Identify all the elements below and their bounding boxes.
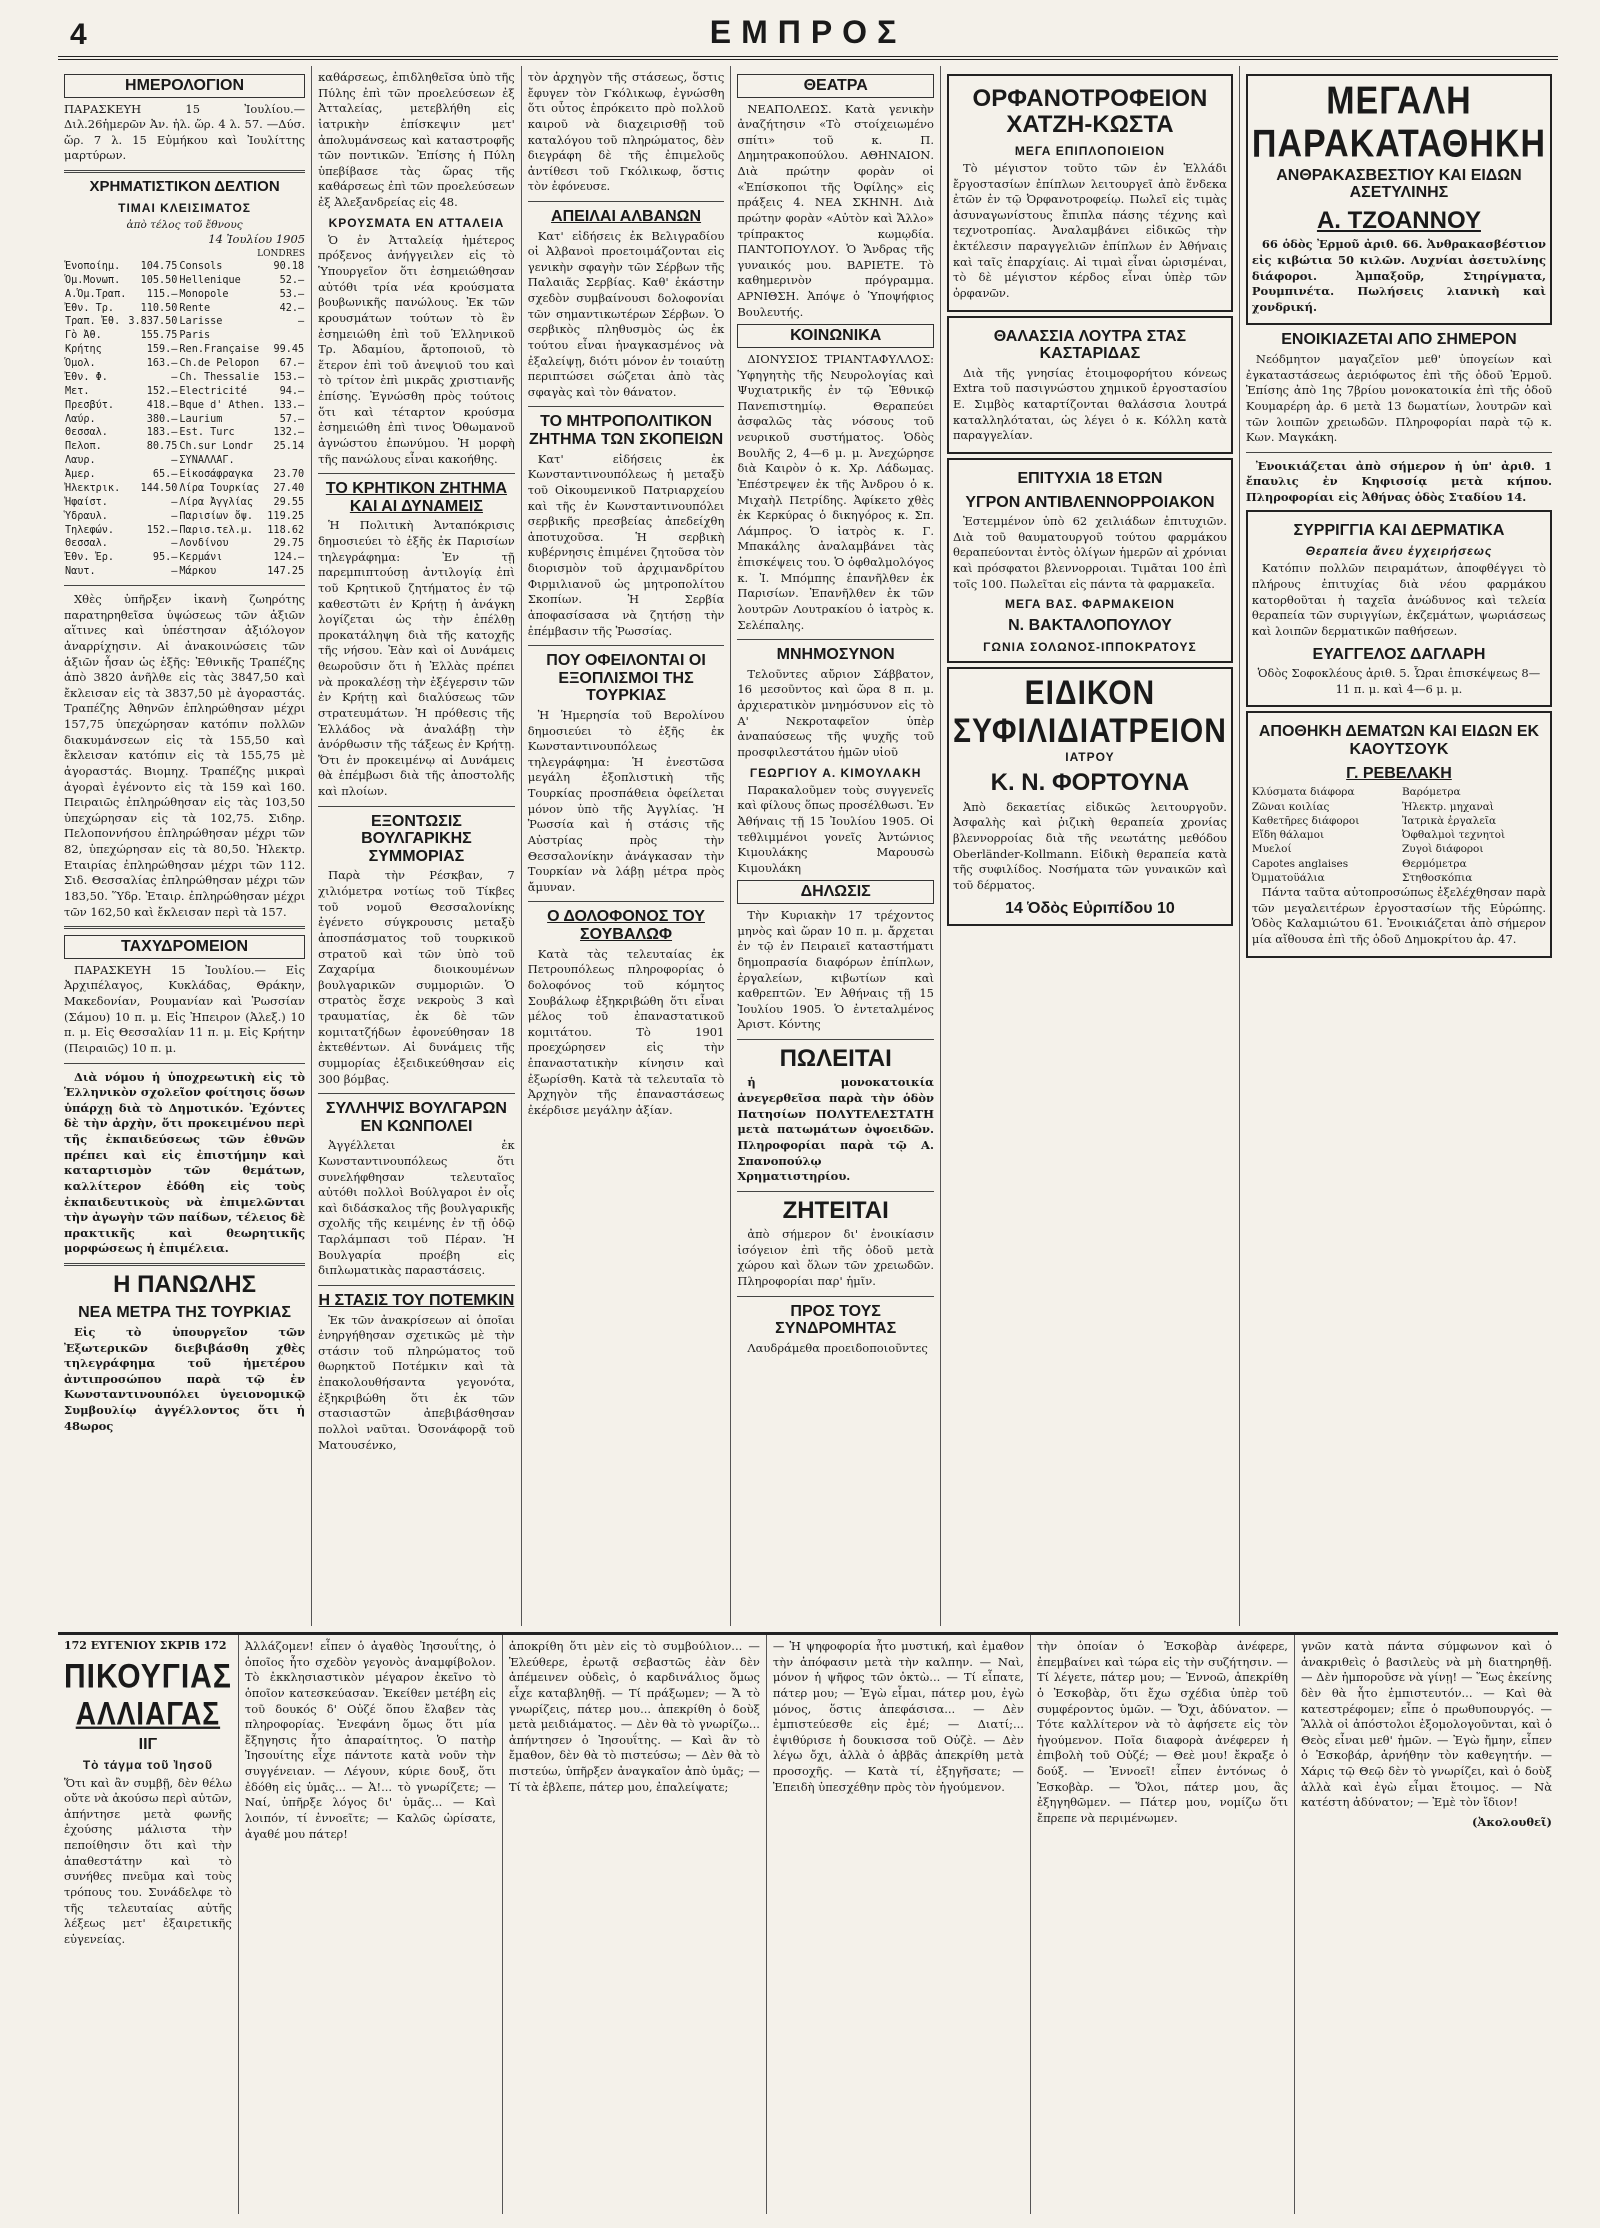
- divider: [64, 585, 305, 586]
- quote-cell: Μετ.: [65, 385, 90, 397]
- education-text: Διὰ νόμου ἡ ὑποχρεωτικὴ εἰς τὸ Ἑλληνικὸν σχολεῖον φοίτησις ὅσων ὑπάρχῃ διὰ τὸ Δημοτικόν. Ἐχόντες δὲ τὴν ἀρχὴν, ὅτι προκειμένου περὶ τῆς ἐκπαιδεύσεως τῶν ἐθνῶν πρέπει καὶ εἰς ἐπιστήμην καὶ καταρτισμὸν τῶν θεμάτων, καλλίτερον ἐδόθη εἰς τοὺς ἐκπαιδευτικοὺς νὰ ἐπιμελῶνται τὴν ἀγωγὴν τῶν παίδων, τέλειος δὲ πρακτικῆς καὶ θεωρητικῆς μορφώσεως ἡ ἐπιμέλεια.: [64, 1069, 306, 1256]
- quote-row: [64, 524, 305, 538]
- quote-cell: 153.—: [273, 371, 305, 383]
- crete-heading: ΤΟ ΚΡΗΤΙΚΟΝ ΖΗΤΗΜΑ ΚΑΙ ΑΙ ΔΥΝΑΜΕΙΣ: [325, 480, 508, 515]
- quote-cell: —: [171, 455, 178, 467]
- attalia-heading: ΚΡΟΥΣΜΑΤΑ ΕΝ ΑΤΤΑΛΕΙΑ: [328, 215, 505, 230]
- warehouse-owner: Α. ΤΖΟΑΝΝΟΥ: [1316, 206, 1481, 234]
- rubber-text: Πάντα ταῦτα αὐτοπροσώπως ἐξελέχθησαν παρὰ τῶν μεγαλειτέρων ἐργοστασίων τῆς Εὐρώπης. Ὁδὸς Καλαμιώτου 61. Ἐνοικιάζεται ἀπὸ σήμερον μία αἴθουσα ἐπὶ τῆς ὁδοῦ Δημοκρίτου ἀρ. 47.: [1251, 885, 1546, 946]
- theatre-text: ΝΕΑΠΟΛΕΩΣ. Κατὰ γενικὴν ἀναζήτησιν «Τὸ στοίχειωμένο σπίτι» τοῦ κ. Π. Δημητρακοπούλου. ΑΘΗΝΑΙΟΝ. Διὰ πρώτην φορὰν οἱ «Ἐπίσκοποι τῆς Ὀφίλης» εἰς πράξεις 4. ΝΕΑ ΣΚΗΝΗ. Διὰ πρώτην φορὰν «Αὐτὸν καὶ Ἄλλο» τρίπρακτος κωμῳδία. ΠΑΝΤΟΠΟΥΛΟΥ. Ὁ Ἄνδρας τῆς γυναικός μου. ΒΑΡΙΕΤΕ. Τὸ καθημερινὸν πρόγραμμα. ΑΡΝΙΘΣΗ. Ἀπόψε ὁ Ὑποψήφιος Βουλευτής.: [737, 101, 934, 319]
- post-text: ΠΑΡΑΣΚΕΥΗ 15 Ἰουλίου.— Εἰς Ἀρχιπέλαγος, Κυκλάδας, Θράκην, Μακεδονίαν, Ρουμανίαν καὶ Ῥωσσίαν (Σάμου) 10 π. μ. Εἰς Ἠπειρον (Ἀλεξ.) 10 π. μ. Εἰς Θεσσαλίαν 11 π. μ. Εἰς Κρήτην (Πειραιῶς) 10 π. μ.: [64, 962, 306, 1055]
- orphanage-heading: ΟΡΦΑΝΟΤΡΟΦΕΙΟΝ ΧΑΤΖΗ-ΚΩΣΤΑ: [972, 85, 1208, 139]
- rubber-item: Ἰατρικὰ ἐργαλεῖα: [1401, 814, 1497, 827]
- rubber-items-list: [1252, 785, 1546, 885]
- warehouse-subheading: ΑΝΘΡΑΚΑΣΒΕΣΤΙΟΥ ΚΑΙ ΕΙΔΩΝ ΑΣΕΤΥΛΙΝΗΣ: [1276, 166, 1522, 202]
- divider: [737, 639, 934, 640]
- quote-cell: Α.Ὁμ.Τραπ.: [65, 288, 127, 300]
- quote-cell: Παρισ.τελ.μ.: [179, 524, 254, 536]
- newspaper-page: [58, 14, 1558, 2214]
- clinic-address: 14 Ὁδὸς Εὐριπίδου 10: [1005, 899, 1175, 917]
- serial-column-1: [58, 1635, 239, 2214]
- column-4: [731, 66, 941, 1626]
- memorial-heading: ΜΝΗΜΟΣΥΝΟΝ: [776, 646, 895, 664]
- quote-cell: Θεσσαλ.: [65, 427, 108, 439]
- quote-cell: Εἰκοσάφραγκα: [179, 469, 254, 481]
- rubber-item: Ὀμματοϋάλια: [1251, 871, 1325, 884]
- serial-continued: (Ἀκολουθεῖ): [1471, 1814, 1552, 1829]
- page-number: 4: [70, 18, 87, 51]
- divider: [318, 1285, 515, 1286]
- column-2: [312, 66, 522, 1626]
- cure-heading: ΕΠΙΤΥΧΙΑ 18 ΕΤΩΝ: [1017, 469, 1163, 487]
- market-date: 14 Ἰουλίου 1905: [208, 232, 306, 247]
- market-heading: ΧΡΗΜΑΤΙΣΤΙΚΟΝ ΔΕΛΤΙΟΝ: [89, 178, 280, 196]
- surgery-subheading: Θεραπεία ἄνευ ἐγχειρήσεως: [1305, 544, 1493, 559]
- rubber-ad: [1246, 711, 1552, 957]
- plague-text: Εἰς τὸ ὑπουργεῖον τῶν Ἐξωτερικῶν διεβιβάσθη χθὲς τηλεγράφημα τοῦ ἡμετέρου ἀντιπροσώπου παρὰ τῷ ἐν Κωνσταντινουπόλει ὑγειονομικῷ Συμβουλίῳ ἀγγέλλοντος ὅτι ἡ 48ωρος: [64, 1324, 306, 1433]
- quote-cell: Κερμάνι: [179, 552, 223, 564]
- quote-row: [64, 510, 305, 524]
- clinic-ad: [947, 667, 1233, 926]
- quote-cell: 42.—: [279, 302, 305, 314]
- divider: [318, 473, 515, 474]
- wanted-text: ἀπὸ σήμερον δι' ἐνοικίασιν ἰσόγειον ἐπὶ τῆς ὁδοῦ μετὰ χώρου καὶ ὅλων τῶν χρειωδῶν. Πληροφορίαι παρ' ἡμῖν.: [737, 1227, 934, 1289]
- quote-cell: Λονδίνου: [179, 538, 229, 550]
- divider: [318, 806, 515, 807]
- quote-cell: 67.—: [279, 358, 305, 370]
- quote-cell: Λαυρ.: [65, 455, 96, 467]
- wanted-heading: ΖΗΤΕΙΤΑΙ: [782, 1196, 889, 1224]
- cure-text: Ἐστεμμένον ὑπὸ 62 χειλιάδων ἐπιτυχιῶν. Διὰ τοῦ θαυματουργοῦ τούτου φαρμάκου θεραπεύονται ἐντὸς ὀλίγων ἡμερῶν αἱ χρόνιαι καὶ πρόσφατοι βλεννορροιαι. Τιμᾶται 100 ἐπὶ τοῖς 100. Πωλεῖται εἰς πάντα τὰ φαρμακεῖα.: [952, 514, 1227, 591]
- plague-subheading: ΝΕΑ ΜΕΤΡΑ ΤΗΣ ΤΟΥΡΚΙΑΣ: [78, 1304, 291, 1322]
- quote-row: [64, 565, 305, 579]
- column-5: [941, 66, 1240, 1626]
- quote-cell: Ναυτ.: [65, 566, 96, 578]
- quote-cell: Πελοπ.: [65, 441, 102, 453]
- quote-cell: Ὑδραυλ.: [65, 510, 108, 522]
- attalia-text: Ὁ ἐν Ἀτταλείᾳ ἡμέτερος πρόξενος ἀνήγγειλεν εἰς τὸ Ὑπουργεῖον ὅτι ἐσημειώθησαν αὐτόθι τρία νέα κρούσματα βουβωνικῆς πανώλους. Ἐκ τῶν κρουσμάτων τούτων τὸ ἓν ἐσημειώθη ἐπὶ τοῦ Ἑλληνικοῦ Τρ. Ἀδαμίου, ἄρτοποιοῦ, τὸ ἕτερον ἐπὶ τοῦ ἀνεψιοῦ του καὶ τὸ τρίτον ἐπὶ μικρᾶς χριστιανῆς ἐπίσης. Ἐγνώσθη πρὸς τούτοις ὅτι καὶ τέταρτον κρούσμα ἐσημειώθη ἐπὶ τινος Ὀθωμανοῦ ἀγνώστου ἐπωνύμου. Ἡ μορφὴ τῆς πανώλους εἶναι κακοήθης.: [318, 232, 515, 466]
- quote-cell: Λαύρ.: [65, 413, 96, 425]
- quote-row: [64, 551, 305, 565]
- society-heading: ΚΟΙΝΩΝΙΚΑ: [737, 324, 934, 348]
- quote-row: [64, 274, 305, 288]
- arrest-heading: ΣΥΛΛΗΨΙΣ ΒΟΥΛΓΑΡΩΝ ΕΝ ΚΩΝΠΟΛΕΙ: [325, 1100, 507, 1135]
- rubber-item: Ἠλεκτρ. μηχαναὶ: [1401, 800, 1494, 813]
- warehouse-ad: [1246, 74, 1552, 325]
- divider: [64, 170, 305, 173]
- surgery-heading: ΣΥΡΡΙΓΓΙΑ ΚΑΙ ΔΕΡΜΑΤΙΚΑ: [1293, 521, 1505, 539]
- serial-column-3: [503, 1635, 767, 2214]
- quote-cell: Θεσσαλ.: [65, 538, 108, 550]
- baths-ad: [947, 316, 1233, 454]
- baths-heading: ΘΑΛΑΣΣΙΑ ΛΟΥΤΡΑ ΣΤΑΣ ΚΑΣΤΑΡΙΔΑΣ: [993, 327, 1187, 363]
- serial-section: [58, 1632, 1558, 2214]
- surgery-doctor: ΕΥΑΓΓΕΛΟΣ ΔΑΓΛΑΡΗ: [1312, 645, 1486, 663]
- rubber-item: Καθετῆρες διάφοροι: [1251, 814, 1360, 827]
- market-notes: Χθὲς ὑπῆρξεν ἱκανὴ ζωηρότης παρατηρηθεῖσα ὑψώσεως τῶν ἀξιῶν αἵτινες καὶ ὑπέστησαν ἀξιόλογον ἀναρρίχησιν. Αἱ ἀνακοινώσεις τῶν ἀξιῶν ἦσαν ὡς ἑξῆς: Ἐθνικῆς Τραπέζης ἀπὸ 3820 ἀνῆλθε εἰς τὰς 3847,50 καὶ ἔκλεισαν εἰς τὰ 3837,50 μὲ ἀγοραστάς. Τραπέζης Ἀθηνῶν ἐπληρώθησαν μέχρι 157,75 ὑπεχώρησαν κατόπιν πολλῶν διακυμάνσεων εἰς τὰ 155,50 καὶ ἔκλεισαν κατόπιν εἰς τὰ 155,75 μὲ ἀγοραστάς. Βιομηχ. Τραπέζης μικραὶ ἀγοραὶ ἐγένοντο εἰς τὰ 159 καὶ 160. Πειραιῶς ἐπληρώθησαν εἰς τὰς 103,50 ὑπεχώρησαν εἰς τὰ 102,75. Σιδηρ. Πελοποννήσου ἐπληρώθησαν μέχρι τῶν 82, ὑπεχώρησαν εἰς τὰ 80,50. Ἠλεκτρ. Εταιρίας ἐπληρώθησαν μέχρι τῶν 112. Σιδ. Θεσσαλίας ἐπληρώθησαν μέχρι τῶν 183,50. Ὕδρ. Ἐταιρ. ἐπληρώθησαν μέχρι τῶν 162,50 καὶ ἔκλεισαν περὶ τὰ 157.: [64, 592, 306, 919]
- quote-cell: Bque d' Athen.: [179, 399, 266, 411]
- quote-cell: 152.—: [146, 385, 178, 397]
- turkey-arms-heading: ΠΟΥ ΟΦΕΙΛΟΝΤΑΙ ΟΙ ΕΞΟΠΛΙΣΜΟΙ ΤΗΣ ΤΟΥΡΚΙΑΣ: [546, 652, 706, 705]
- quote-cell: Ἠλεκτρικ.: [65, 482, 121, 494]
- murder-text: Κατὰ τὰς τελευταίας ἐκ Πετρουπόλεως πληροφορίας ὁ δολοφόνος τοῦ κόμητος Σουβάλωφ ἐξηκριβώθη ὅτι εἶναι μέλος τοῦ ἐπαναστατικοῦ κομιτάτου. Τὸ 1901 προεχώρησεν εἰς τὴν ἐπαναστατικὴν κίνησιν καὶ ἐξωρίσθη. Κατὰ τὰ τελευταῖα τὸ Ἀρχηγὸν τῆς ἐπαναστάσεως ἐκέρδισε μεγάλην ἀξίαν.: [527, 946, 725, 1117]
- memorial-text: Τελοῦντες αὔριον Σάββατον, 16 μεσοῦντος καὶ ὥρα 8 π. μ. ἀρχιερατικὸν μνημόσυνον εἰς τὸ Α' Νεκροταφεῖον ὑπὲρ ἀναπαύσεως τῆς ψυχῆς τοῦ προσφιλεστάτου ἡμῶν υἱοῦ: [737, 666, 934, 759]
- divider: [528, 201, 725, 202]
- quote-cell: 155.75: [140, 330, 178, 342]
- divider: [64, 1063, 305, 1064]
- subscribers-text: Λαυδράμεθα προειδοποιοῦντες: [747, 1340, 928, 1355]
- surgery-address: Ὁδὸς Σοφοκλέους ἀριθ. 5. Ὧραι ἐπισκέψεως 8—11 π. μ. καὶ 4—6 μ. μ.: [1257, 666, 1541, 696]
- clinic-doctor-name: Κ. Ν. ΦΟΡΤΟΥΝΑ: [990, 769, 1190, 797]
- society-text: ΔΙΟΝΥΣΙΟΣ ΤΡΙΑΝΤΑΦΥΛΛΟΣ: Ὑφηγητὴς τῆς Νευρολογίας καὶ Ψυχιατρικῆς ἐν τῷ Ἐθνικῷ Πανεπιστημίῳ. Θεραπεύει ἀσφαλῶς τὰς νόσους τοῦ νευρικοῦ συστήματος. Ὁδὸς Βουλῆς 2, 4—6 μ. μ. Ἀνεχώρησε διὰ Καιρὸν ὁ κ. Χρ. Λάδωμας. Ἐπέστρεψεν ἐκ τῆς Ἀνδρου ὁ κ. Μιχαὴλ Πετρίδης. Ἀφίκετο χθὲς ἐκ Κερκύρας ὁ δικηγόρος κ. Σπ. Λάμπρος. Ὁ ἰατρὸς κ. Γ. Μπακάλης ἀναλαμβάνει τὰς ἐπισκέψεις του. Ὁ ὀφθαλμολόγος κ. Ἰ. Μπόμπης ἐπανῆλθεν ἐκ Παρισίων. Ἐπανῆλθεν ἐκ τῶν λουτρῶν Λουτρακίου ὁ ἰατρὸς κ. Σελέπαλης.: [737, 351, 934, 632]
- serial-text: — Ἡ ψηφοφορία ἦτο μυστική, καὶ ἐμαθον τὴν ἀπόφασιν μετὰ τὴν καλπην. — Ναὶ, μόνον ἡ ψῆφος τῶν ὀκτὼ... — Τί εἶπατε, πάτερ μου; — Ἐγὼ εἶμαι, πάτερ μου, ἐγὼ μόνος, ὅστις ἀπεφάσισα... — Δὲν ἐμπιστεύεσθε εἰς ἐμέ; — Διατί;... ἐψιθύρισε ἡ δουκισσα τοῦ Οὐζὲ. — Δὲν λέγω ὄχι, ἀλλὰ ὁ ἀββᾶς ἀπεκρίθη μετὰ προσοχῆς. — Κατὰ τί, ἐξηγῆσατε; — Ἐπειδὴ ὑπεσχέθην πρὸς τὸν ἡγούμενον.: [772, 1639, 1024, 1794]
- quote-cell: Ἡφαίστ.: [65, 496, 108, 508]
- quote-row: [64, 426, 305, 440]
- pharmacy-name: Ν. ΒΑΚΤΑΛΟΠΟΥΛΟΥ: [1008, 617, 1172, 635]
- quote-row: [64, 496, 305, 510]
- quote-row: [64, 454, 305, 468]
- quote-cell: 52.—: [279, 274, 305, 286]
- quote-row: [64, 371, 305, 385]
- quote-cell: 132.—: [273, 427, 305, 439]
- quote-cell: 94.—: [279, 385, 305, 397]
- rent-text: Νεόδμητον μαγαζεῖον μεθ' ὑπογείων καὶ ἐγκαταστάσεως ἀεριόφωτος ἐπὶ τῆς ὁδοῦ Ἑρμοῦ. Ἐπίσης ἀπὸ 1ης 7βρίου μονοκατοικία ἐπὶ τῆς ὁδοῦ Κουμαρέρη ἀρ. 6 μετὰ 13 δωματίων, λουτρῶν καὶ τῶν λοιπῶν χρειωδῶν. Πληροφορίαι παρὰ τῷ κ. Κων. Μαγκάκη.: [1245, 352, 1552, 445]
- quote-row: [64, 260, 305, 274]
- rubber-item: Βαρόμετρα: [1401, 786, 1461, 799]
- quote-cell: Ch.de Pelopon: [179, 358, 260, 370]
- serial-chapter: ΙΙΓ: [138, 1735, 158, 1753]
- subscribers-heading: ΠΡΟΣ ΤΟΥΣ ΣΥΝΔΡΟΜΗΤΑΣ: [775, 1302, 897, 1338]
- quote-cell: Laurium: [179, 413, 223, 425]
- clinic-text: Ἀπὸ δεκαετίας εἰδικῶς λειτουργοῦν. Ἀσφαλὴς καὶ ῥιζικὴ θεραπεία χρονίας βλεννορροίας διὰ τῆς νεωτάτης μεθόδου Oberländer-Kollmann. Εἰδικὴ θεραπεία κατὰ τῆς συφιλίδος. Νοσήματα τῶν γυναικῶν καὶ τοῦ δέρματος.: [952, 799, 1227, 892]
- murder-heading: Ο ΔΟΛΟΦΟΝΟΣ ΤΟΥ ΣΟΥΒΑΛΩΦ: [547, 908, 705, 944]
- quote-cell: Τραπ. Ἐθ.: [65, 316, 121, 328]
- bishops-heading: ΤΟ ΜΗΤΡΟΠΟΛΙΤΙΚΟΝ ΖΗΤΗΜΑ ΤΩΝ ΣΚΟΠΕΙΩΝ: [528, 413, 724, 449]
- divider: [528, 645, 725, 646]
- cure-ad: [947, 458, 1233, 663]
- serial-title-2: ΑΛΛΙΑΓΑΣ: [75, 1695, 221, 1732]
- clinic-subheading: ΙΑΤΡΟΥ: [1065, 750, 1115, 765]
- serial-title-1: ΠΙΚΟΥΓΙΑΣ: [64, 1657, 232, 1696]
- quote-cell: 29.55: [273, 496, 305, 508]
- quote-cell: 95.—: [152, 552, 178, 564]
- quote-cell: 152.—: [146, 524, 178, 536]
- crete-text: Ἡ Πολιτικὴ Ἀνταπόκρισις δημοσιεύει τὸ ἑξῆς ἐκ Παρισίων τηλεγράφημα: Ἐν τῇ παρεμπιπτούσῃ ἀντιλογίᾳ ἐπὶ τοῦ Κρητικοῦ ζητήματος ἐν τῷ καθεστῶτι ἐν Κρήτῃ ἡ ἀνάγκη λογίζεται ὡς τὴν ἐπέλθῃ προκατάληψη διὰ τῆς κατοχῆς τῆς νήσου. Ἐὰν καὶ οἱ Δυνάμεις θεωροῦσιν ὅτι ἡ Ἑλλὰς πρέπει νὰ προκαλέσῃ τὴν ἐξέγερσιν τῶν ἐν Κρήτῃ καὶ διαλύσεως τῶν στρατευμάτων. Ἡ πρόθεσις τῆς Ἑλλάδος νὰ ἀναλάβῃ τὴν ἀνόρθωσιν τῆς τάξεως ἐν Κρήτῃ. Ὅτι ἐν προκειμένῳ αἱ Δυνάμεις θὰ ἐπέμβωσι διὰ τῆς ἀποστολῆς καὶ πλοίων.: [318, 518, 515, 798]
- quote-cell: 27.40: [273, 482, 305, 494]
- serial-intro: Ὅτι καὶ ἂν συμβῇ, δὲν θέλω οὔτε νὰ ἀκούσω περὶ αὐτῶν, ἀπήντησε μετὰ φωνῆς ἐχούσης μάλιστα τὴν πεποίθησιν ὅτι καὶ τὴν ἀπαθεστάτην καὶ τὸ συνήθες πνεῦμα καὶ τοὺς τρόπους του. Συνάδελφε τὸ τῆς τελευταίας αὐτῆς λέξεως μετ' ἐξαιρετικῆς εὐγενείας.: [64, 1775, 232, 1946]
- rubber-item: Θερμόμετρα: [1401, 857, 1467, 870]
- rubber-item: Ζυγοὶ διάφοροι: [1401, 843, 1484, 856]
- divider: [737, 1296, 934, 1297]
- newspaper-title: ΕΜΠΡΟΣ: [709, 14, 907, 50]
- divider: [64, 1263, 305, 1266]
- quote-cell: Γὸ Ἀθ.: [65, 330, 102, 342]
- quote-cell: 418.—: [146, 399, 178, 411]
- quote-cell: 53.—: [279, 288, 305, 300]
- quote-cell: —: [297, 316, 305, 328]
- rent-heading: ΕΝΟΙΚΙΑΖΕΤΑΙ ΑΠΟ ΣΗΜΕΡΟΝ: [1281, 331, 1517, 349]
- serial-text: ἀποκρίθη ὅτι μὲν εἰς τὸ συμβούλιον... — Ἐλεύθερε, ἐρωτᾷ σεβαστῶς ἐὰν δὲν ἀπέμεινεν οὐδεὶς, ὁ καρδινάλιος ὅμως εἶχε καταβληθῇ. — Τί πράξωμεν; — Ἄ τὸ γνωρίζεις, πάτερ μου... ἀπεκρίθη ὁ δοὺξ μετὰ μειδιάματος. — Δὲν θὰ τὸ γνωρίζω... ἀπήντησεν ὁ Ἰησουΐτης. — Καὶ ἂν τὸ ἔμαθον, δὲν θὰ τὸ πιστεύσω; — Δὲν θὰ τὸ πιστεύω, ὑπῆρξεν ἀναγκαῖον ἀπὸ ὑμᾶς; — Τί τὰ ἐβλεπε, πάτερ μου, ἐπαλείψατε;: [508, 1639, 760, 1794]
- rubber-item: Ζῶναι κοιλίας: [1251, 800, 1330, 813]
- quote-cell: Monopole: [179, 288, 229, 300]
- albanians-text: Κατ' εἰδήσεις ἐκ Βελιγραδίου οἱ Ἀλβανοὶ προετοιμάζονται εἰς γενικὴν σφαγὴν τῶν Σέρβων τῆς Παλαιᾶς Σερβίας. Καθ' ἑκάστην σχεδὸν συμβαίνουσι δολοφονίαι τῶν σημαντικωτέρων Σέρβων. Ὁ σερβικὸς πληθυσμὸς ὡς ἐκ τούτου εἶναι ἠναγκασμένος νὰ ἐξαλείψῃ, διότι μόνον ἐν τοιαύτῃ περιπτώσει σώζεται ἀπὸ τὰς σφαγὰς καὶ τὸν θάνατον.: [527, 228, 725, 399]
- quote-row: [64, 329, 305, 343]
- quote-cell: 147.25: [267, 566, 305, 578]
- cure-subheading: ΥΓΡΟΝ ΑΝΤΙΒΛΕΝΝΟΡΡΟΙΑΚΟΝ: [965, 493, 1215, 511]
- serial-text: τὴν ὁποίαν ὁ Ἐσκοβὰρ ἀνέφερε, ἐπεμβαίνει καὶ τώρα εἰς τὴν συζήτησιν. — Τί λέγετε, πάτερ μου; — Ἐννοῶ, ἀπεκρίθη ὁ Ἐσκοβὰρ, ὅτι ἔχω σχέδια ὑπὲρ τοῦ συμφέροντος ὑμῶν. — Ὄχι, ἀδύνατον. — Τότε καλλίτερον νὰ τὸ ἀφήσετε εἰς τὸν ἡγούμενον. Ποῖα διαφορὰ ἀνέφερεν ἡ ἐπιβολὴ τοῦ Οὐζέ; — Θεὲ μου! ἔκραξε ὁ δούξ. — Ἐννοεῖ! εἶπεν ἐντόνως ὁ Ἐσκοβὰρ. — Ὅλοι, πάτερ μου, ἂς ἐξηγηθῶμεν. — Πάτερ μου, νομίζω ὅτι ἔπρεπε νὰ περιμένωμεν.: [1036, 1639, 1288, 1825]
- rubber-owner: Γ. ΡΕΒΕΛΑΚΗ: [1346, 764, 1452, 782]
- quote-cell: —: [171, 538, 178, 550]
- quote-cell: 115.—: [146, 288, 178, 300]
- quote-cell: Ren.Française: [179, 344, 260, 356]
- quote-cell: 80.75: [146, 441, 178, 453]
- quote-row: [64, 468, 305, 482]
- rubber-item: Κλύσματα διάφορα: [1251, 786, 1355, 799]
- masthead: [58, 14, 1558, 60]
- potemkin-text: Ἐκ τῶν ἀνακρίσεων αἱ ὁποῖαι ἐνηργήθησαν σχετικῶς μὲ τὴν στάσιν τοῦ πληρώματος τοῦ θωρηκτοῦ Ποτέμκιν καὶ τὰ ἐπακολουθήσαντα γεγονότα, ἐξηκριβώθη ὅτι ἐκ τῶν στασιαστῶν ἀπεβιβάσθησαν πολλοὶ ναῦται. Ὀσονάφορᾷ τοῦ Ματουσένκο,: [318, 1312, 515, 1452]
- divider: [528, 901, 725, 902]
- quotes-table: [64, 260, 305, 579]
- rubber-heading: ΑΠΟΘΗΚΗ ΔΕΜΑΤΩΝ ΚΑΙ ΕΙΔΩΝ ΕΚ ΚΑΟΥΤΣΟΥΚ: [1258, 723, 1540, 759]
- quote-cell: —: [171, 510, 178, 522]
- quote-cell: Electricité: [179, 385, 247, 397]
- pharmacy-address: ΓΩΝΙΑ ΣΟΛΩΝΟΣ-ΙΠΠΟΚΡΑΤΟΥΣ: [983, 640, 1197, 654]
- col3-lead-text: τὸν ἀρχηγὸν τῆς στάσεως, ὅστις ἔφυγεν τὸν Γκόλικωφ, ἐγνώσθη ὅτι οὗτος ἐπρόκειτο πρὸ πολλοῦ καιροῦ νὰ διαχειρισθῇ τοῦ καταλόγου τοῦ πληρώματος, δὲν διεγράφη δὲ τῆς ἐπιμελοῦς ἀντίθεσι τοῦ Γκόλικωφ, ὅστις τὸν ἐφόνευσε.: [527, 70, 725, 194]
- quote-cell: Ὁμολ.: [65, 358, 96, 370]
- quote-row: [64, 537, 305, 551]
- rubber-item: Στηθοσκόπια: [1401, 871, 1473, 884]
- col2-lead-text: καθάρσεως, ἐπιδληθεῖσα ὑπὸ τῆς Πύλης ἐπὶ τῶν προελεύσεων ἐξ Ἀτταλείας, μετεβλήθη εἰς ἰατρικὴν ἐπίσκεψιν μετ' ἀπολυμάνσεως καὶ καταστροφῆς τῶν ποντικῶν. Ἐπίσης ἡ Πύλη ὑπεβίβασε τὰς ὥρας τῆς καθάρσεως ἐπὶ τῶν προελεύσεων ἐξ Ἀλεξανδρείας εἰς 48.: [318, 70, 515, 209]
- clinic-heading: ΕΙΔΙΚΟΝ ΣΥΦΙΛΙΔΙΑΤΡΕΙΟΝ: [952, 674, 1227, 751]
- column-3: [522, 66, 732, 1626]
- bishops-text: Κατ' εἰδήσεις ἐκ Κωνσταντινουπόλεως ἡ μεταξὺ τοῦ Οἰκουμενικοῦ Πατριαρχείου καὶ τῆς ἐν Κωνσταντινουπόλει σερβικῆς πρεσβείας ἀπεδείχθη ἀποτυχοῦσα. Ἡ σερβικὴ κυβέρνησις ἐπιμένει ζητοῦσα τὸν διορισμὸν τοῦ ἀρχιμανδρίτου Φιρμιλιανοῦ ὡς μητροπολίτου Σκοπίων. Ἡ Σερβία ἀποφασίσασα νὰ ζητήσῃ τὴν ἐπέμβασιν τῆς Ῥωσσίας.: [527, 451, 725, 638]
- quote-cell: 163.—: [146, 358, 178, 370]
- quote-cell: 25.14: [273, 441, 305, 453]
- arrest-text: Ἀγγέλλεται ἐκ Κωνσταντινουπόλεως ὅτι συνελήφθησαν τελευταῖος αὐτόθι πολλοὶ Βούλγαροι ἐν οἷς καὶ διδάσκαλος τῆς βουλγαρικῆς σχολῆς τῆς κειμένης ἐν τῇ ὁδῷ Ταρλάμπασι τοῦ Πέραν. Ἡ Βουλγαρία προέβη εἰς διπλωματικὰς παραστάσεις.: [318, 1138, 515, 1278]
- warehouse-text: 66 ὁδὸς Ἐρμοῦ ἀριθ. 66. Ἀνθρακασβέστιον εἰς κιβώτια 50 κιλῶν. Λυχνίαι ἀσετυλίνης διάφοροι. Ἀμπαξοῦρ, Στηρίγματα, Ρουμπινέτα. Πωλήσεις λιανικὴ καὶ χονδρική.: [1251, 237, 1546, 314]
- quote-cell: —: [171, 496, 178, 508]
- baths-text: Διὰ τῆς γνησίας ἑτοιμοφορήτου κόνεως Extra τοῦ πασιγνώστου χημικοῦ ἐργοστασίου Ε. Σιμβὸς καταρτίζονται θαλάσσια λουτρά καταλληλόταται, ὡς λέγει ὁ κ. Κόλλη κατὰ παραγγελίαν.: [952, 365, 1227, 443]
- divider: [64, 926, 305, 929]
- divider: [318, 1093, 515, 1094]
- quote-row: [64, 288, 305, 302]
- quote-cell: Consols: [179, 260, 223, 272]
- quote-cell: 380.—: [146, 413, 178, 425]
- quote-cell: Ὁμ.Μονωπ.: [65, 274, 121, 286]
- quote-cell: ΣΥΝΑΛΛΑΓ.: [179, 455, 235, 467]
- quote-cell: 183.—: [146, 427, 178, 439]
- quote-cell: 124.—: [273, 552, 305, 564]
- quote-cell: Ἀμερ.: [65, 469, 96, 481]
- quote-cell: 3.837.50: [128, 316, 178, 328]
- market-subheading: ΤΙΜΑΙ ΚΛΕΙΣΙΜΑΤΟΣ: [118, 200, 251, 215]
- quote-row: [64, 302, 305, 316]
- quote-cell: 29.75: [273, 538, 305, 550]
- serial-header: 172 ΕΥΓΕΝΙΟΥ ΣΚΡΙΒ 172: [64, 1639, 227, 1652]
- serial-subtitle: Τὸ τάγμα τοῦ Ἰησοῦ: [82, 1758, 213, 1773]
- divider: [737, 1039, 934, 1040]
- market-subheading-2: ἀπὸ τέλος τοῦ ἔθνους: [126, 218, 243, 231]
- serial-column-5: [1031, 1635, 1295, 2214]
- column-1: [58, 66, 312, 1626]
- quote-cell: 57.—: [279, 413, 305, 425]
- theatre-heading: ΘΕΑΤΡΑ: [737, 74, 934, 98]
- serial-text: Ἀλλάζομεν! εἶπεν ὁ ἀγαθὸς Ἰησουΐτης, ὁ ὁποῖος ἦτο σχεδὸν γεγονὸς ἀναμφίβολον. Τὸ ἐκκλησιαστικὸν μέγαρον ἐκεῖνο τὸ ὁποῖον κατεσκεύασαν. Ἐκείθεν μετέβη εἰς τοῦ δουκός δ' Οὐζέ ὅπου ἔλαβεν τὰς πληροφορίας. Ἐνεφάνη ὅμως ὅτι μία ἔξηγησις ἦτο ἀπαραίτητος. Ὁ πατὴρ Ἰησουίτης εἶχε πάντοτε κατὰ νοῦν τὴν συγγένειαν. — Λέγουν, κύριε δουξ, ὅτι ἐδόθη εἰς ὑμᾶς... — Ἀ!... τὸ γνωρίζετε; — Ναί, ὑπῆρξε λόγος δι' ὑμᾶς... — Καὶ λοιπόν, τί ἐννοεῖτε; — Καλῶς ὡρίσατε, ἀγαθέ μου πάτερ!: [244, 1639, 496, 1841]
- divider: [1246, 452, 1552, 453]
- quote-cell: Ἐθν. Ἐρ.: [65, 552, 115, 564]
- notice-text: Τὴν Κυριακὴν 17 τρέχοντος μηνὸς καὶ ὥραν 10 π. μ. ἄρχεται ἐν τῷ ἐν Πειραιεῖ καταστήματι δημοπρασία διαφόρων ἐπίπλων, ἐργαλείων, κιβωτίων καὶ καθρεπτῶν. Ἐν Ἀθήναις τῇ 15 Ἰουλίου 1905. Ὁ ἐντεταλμένος Ἀριστ. Κόντης: [737, 908, 934, 1032]
- quote-cell: Ch. Thessalie: [179, 371, 260, 383]
- albanians-heading: ΑΠΕΙΛΑΙ ΑΛΒΑΝΩΝ: [551, 208, 702, 225]
- column-6: [1240, 66, 1558, 1626]
- calendar-text: ΠΑΡΑΣΚΕΥΗ 15 Ἰουλίου.—Διλ.26ἡμερῶν Ἀν. ἡλ. ὥρ. 4 λ. 57. —Δύσ. ὥρ. 7 λ. 15 Εὐμήκου καὶ Ἰουλίττης μαρτύρων.: [64, 101, 306, 163]
- quote-cell: Hellenique: [179, 274, 241, 286]
- rubber-item: Εἴδη θάλαμοι: [1251, 829, 1325, 842]
- divider: [528, 406, 725, 407]
- rubber-item: Μυελοί: [1251, 843, 1292, 856]
- quote-cell: Paris: [179, 330, 211, 342]
- brigands-text: Παρὰ τὴν Ρέσκβαν, 7 χιλιόμετρα νοτίως τοῦ Τίκβες τοῦ νομοῦ Θεσσαλονίκης ἐγένετο σύγκρουσις μεταξὺ ἀποσπάσματος τοῦ τουρκικοῦ στρατοῦ καὶ τῶν ὑπὸ τοῦ Ζαχαρίμα διοικουμένων βουλγαρικῶν συμμοριῶν. Ὁ στρατὸς ἔσχε νεκροὺς 3 καὶ τραυματίας, ἐκ δὲ τῶν κομιτατζήδων ἐφονεύθησαν 18 ἐκτεθέντων. Αἱ δυνάμεις τῆς συμμορίας ἐξειδικεύθησαν εἰς 300 βόμβας.: [318, 868, 515, 1086]
- serial-text: γνῶν κατὰ πάντα σύμφωνον καὶ ὁ ἀνακριθεὶς ὁ βασιλεὺς νὰ μὴ διατηρηθῇ. — Δὲν ἠμποροῦσε νὰ γίνῃ! — Ἕως ἐκείνης δὲν θὰ ἦτο ἐμπιστευτόν... — Καὶ θὰ κατεστρέφομεν; εἶπε ὁ πρωθυπουργός. — Ἂλλὰ οἱ ἀπόστολοι ἐξομολογοῦνται, καὶ ὁ Θεὸς εἶναι μεθ' ἡμῶν. — Ἐγὼ ἤμην, εἶπεν ὁ Ἐσκοβάρ, ἀρνήθην τὸν καθεγητήν. — Χάρις τῷ Θεῷ δὲν τὸ γνωρίζει, καὶ ὁ δοὺξ ἀλλὰ καὶ ἐγὼ εἶμαι ἔτοιμος. — Νὰ κατέστη ἀδύνατον; — Ἐμὲ τὸν ἴδιον!: [1300, 1639, 1552, 1810]
- quote-cell: Τηλεφών.: [65, 524, 115, 536]
- rent-text-2: Ἐνοικιάζεται ἀπὸ σήμερον ἡ ὑπ' ἀριθ. 1 ἔπαυλις ἐν Κηφισσίᾳ μετὰ κήπου. Πληροφορίαι εἰς Ἀθήνας ὁδὸς Σταδίου 14.: [1245, 458, 1552, 505]
- surgery-text: Κατόπιν πολλῶν πειραμάτων, ἀποφθέγγει τὸ πλήρους ἐπιτυχίας διὰ νέου φαρμάκου κατορθοῦται ἡ ταχεῖα ἀνώδυνος καὶ τελεία θεραπεία τῶν συριγγίων, ἐκζεμάτων, ψωριάσεως καὶ λοιπῶν δερματικῶν παθήσεων.: [1251, 561, 1546, 638]
- quote-cell: 159.—: [146, 344, 178, 356]
- rubber-item: Capotes anglaises: [1251, 857, 1349, 870]
- quote-cell: Ch.sur Londr: [179, 441, 254, 453]
- quote-row: [64, 413, 305, 427]
- quote-cell: Μάρκου: [179, 566, 217, 578]
- orphanage-subheading: ΜΕΓΑ ΕΠΙΠΛΟΠΟΙΕΙΟΝ: [1014, 143, 1166, 158]
- quote-cell: Λίρα Ἀγγλίας: [179, 496, 254, 508]
- quote-row: [64, 440, 305, 454]
- quote-cell: 23.70: [273, 469, 305, 481]
- warehouse-heading: ΜΕΓΑΛΗ ΠΑΡΑΚΑΤΑΘΗΚΗ: [1251, 79, 1546, 166]
- rubber-item: Ὀφθαλμοὶ τεχνητοὶ: [1401, 829, 1506, 842]
- serial-column-4: [767, 1635, 1031, 2214]
- quote-cell: Ἐθν. Φ.: [65, 371, 108, 383]
- post-heading: ΤΑΧΥΔΡΟΜΕΙΟΝ: [64, 935, 305, 959]
- pharmacy-heading: ΜΕΓΑ ΒΑΣ. ΦΑΡΜΑΚΕΙΟΝ: [1004, 597, 1175, 612]
- main-columns: [58, 66, 1558, 1626]
- quote-row: [64, 315, 305, 329]
- quote-cell: Λίρα Τουρκίας: [179, 482, 260, 494]
- quote-cell: 90.18: [273, 260, 305, 272]
- quote-cell: Ἐθν. Τρ.: [65, 302, 115, 314]
- quote-cell: 118.62: [267, 524, 305, 536]
- quote-cell: [266, 329, 305, 343]
- quote-cell: Est. Turc: [179, 427, 235, 439]
- quote-cell: Larisse: [179, 316, 223, 328]
- london-label: LONDRES: [257, 248, 306, 259]
- quote-row: [64, 482, 305, 496]
- potemkin-heading: Η ΣΤΑΣΙΣ ΤΟΥ ΠΟΤΕΜΚΙΝ: [318, 1291, 515, 1309]
- quote-row: [64, 343, 305, 357]
- quote-cell: Rente: [179, 302, 211, 314]
- surgery-ad: [1246, 510, 1552, 708]
- quote-cell: 119.25: [267, 510, 305, 522]
- quote-cell: —: [171, 566, 178, 578]
- calendar-heading: ΗΜΕΡΟΛΟΓΙΟΝ: [64, 74, 305, 98]
- quote-cell: —: [171, 371, 178, 383]
- divider: [737, 1191, 934, 1192]
- quote-cell: Παρισίων ὄψ.: [179, 510, 254, 522]
- turkey-arms-text: Ἡ Ἡμερησία τοῦ Βερολίνου δημοσιεύει τὸ ἑξῆς ἐκ Κωνσταντινουπόλεως τηλεγράφημα: Ἡ ἐνεστῶσα μεγάλη ἐξοπλιστικὴ τῆς Τουρκίας προσπάθεια ὀφείλεται μόνον ὑπὸ τῆς Ἀγγλίας. Ἡ Ῥωσσία καὶ ἡ στάσις τῆς Αὐστρίας πρὸς τὴν Θεσσαλονίκην ἀνάγκασαν τὴν Τουρκίαν νὰ λάβῃ μέτρα πρὸς ἄμυναν.: [527, 707, 725, 894]
- quote-cell: 104.75: [140, 260, 178, 272]
- serial-column-2: [239, 1635, 503, 2214]
- quote-row: [64, 357, 305, 371]
- for-sale-heading: ΠΩΛΕΙΤΑΙ: [779, 1045, 892, 1073]
- quote-cell: [266, 454, 305, 468]
- quote-cell: 105.50: [140, 274, 178, 286]
- quote-cell: 144.50: [140, 482, 178, 494]
- quote-row: [64, 399, 305, 413]
- quote-cell: 65.—: [152, 469, 178, 481]
- quote-cell: 110.50: [140, 302, 178, 314]
- orphanage-text: Τὸ μέγιστον τοῦτο τῶν ἐν Ἑλλάδι ἔργοστασίων ἐπίπλων λειτουργεῖ ἀπὸ ἕνδεκα ἐτῶν ἐν τῷ Ὀρφανοτροφείῳ. Πωλεῖ εἰς τιμὰς ἀσυναγωνίστους ἔπιπλα πάσης τέχνης καὶ τεχνοτροπίας. Ἀναλαμβάνει εἰδικῶς τὴν ἐκτέλεσιν παραγγελιῶν ἐπίπλων ἐν Ἀθήναις καὶ ταῖς ἐπαρχίαις. Αἱ τιμαὶ εἶναι ὡρισμέναι, τὸ δὲ μέγιστον κέρδος εἶναι ὑπὲρ τῶν ὀρφανῶν.: [952, 160, 1227, 300]
- memorial-text-2: Παρακαλοῦμεν τοὺς συγγενεῖς καὶ φίλους ὅπως προσέλθωσι. Ἐν Ἀθήναις τῇ 15 Ἰουλίου 1905. Οἱ τεθλιμμένοι γονεῖς Ἀντώνιος Κιμουλάκης Μαρουσὼ Κιμουλάκη: [737, 782, 934, 875]
- memorial-name: ΓΕΩΡΓΙΟΥ Α. ΚΙΜΟΥΛΑΚΗ: [749, 765, 922, 780]
- quote-row: [64, 385, 305, 399]
- notice-heading: ΔΗΛΩΣΙΣ: [737, 880, 934, 904]
- quote-cell: Κρήτης: [65, 344, 102, 356]
- quote-cell: 133.—: [273, 399, 305, 411]
- for-sale-text: ἡ μονοκατοικία ἀνεγερθεῖσα παρὰ τὴν ὁδὸν Πατησίων ΠΟΛΥΤΕΛΕΣΤΑΤΗ μετὰ πατωμάτων ὀψοειδῶν. Πληροφορίαι παρὰ τῷ Α. Σπανοπούλῳ Χρηματιστηρίου.: [737, 1075, 934, 1184]
- quote-cell: 99.45: [273, 344, 305, 356]
- orphanage-ad: [947, 74, 1233, 312]
- quote-cell: Ἑνοποίημ.: [65, 260, 121, 272]
- plague-heading: Η ΠΑΝΩΛΗΣ: [113, 1271, 257, 1298]
- quote-cell: Πρεσβύτ.: [65, 399, 115, 411]
- brigands-heading: ΕΞΟΝΤΩΣΙΣ ΒΟΥΛΓΑΡΙΚΗΣ ΣΥΜΜΟΡΙΑΣ: [361, 812, 472, 865]
- serial-column-6: [1295, 1635, 1558, 2214]
